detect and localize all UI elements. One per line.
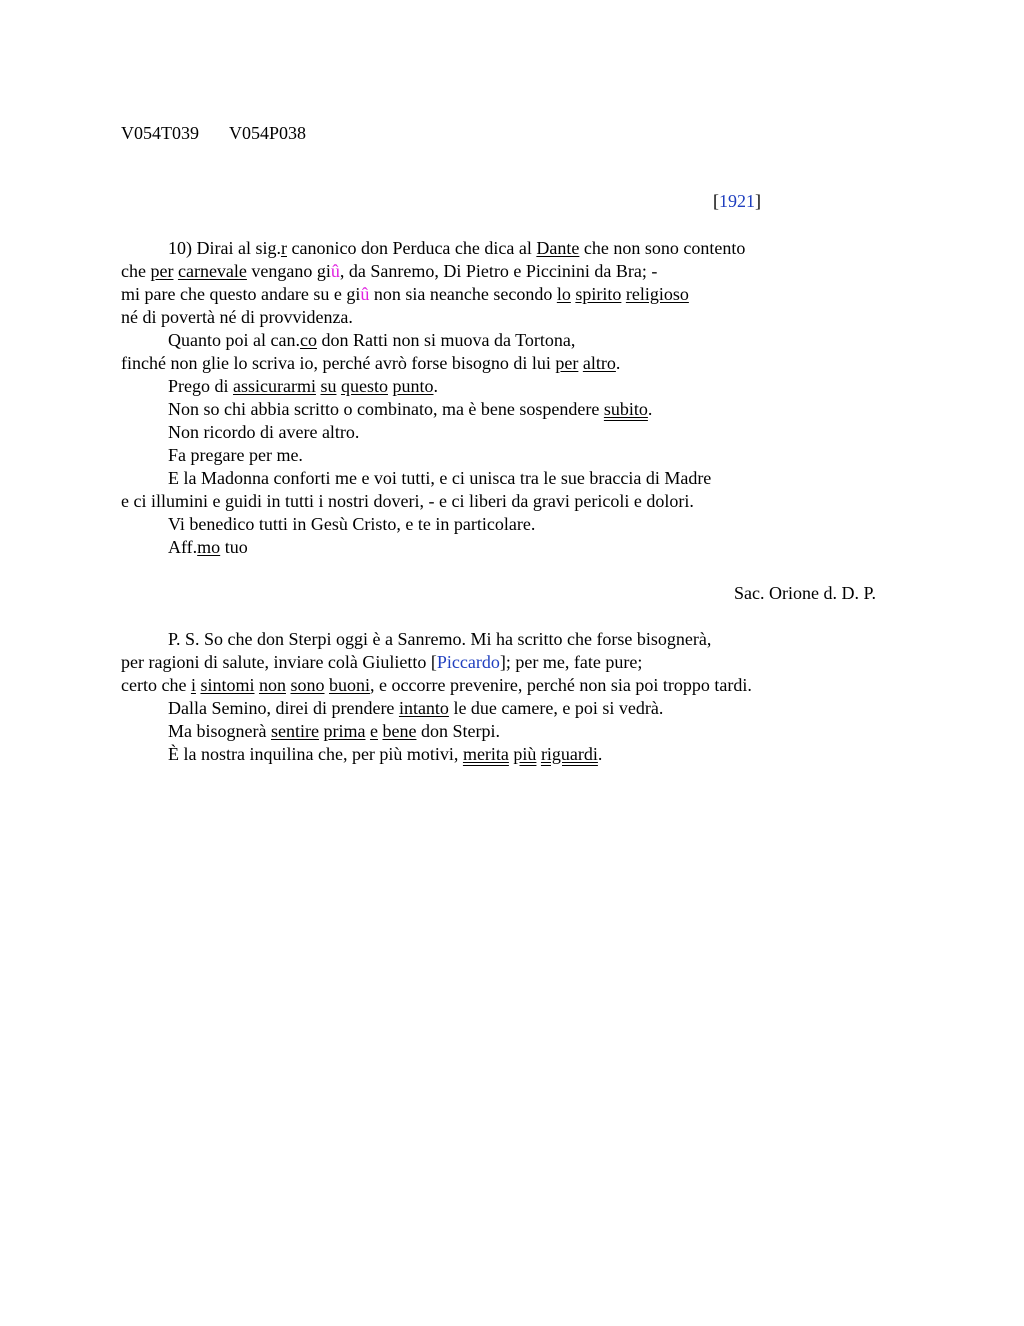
letter-line: mi pare che questo andare su e giû non sia neanche secondo lo spirito religioso xyxy=(121,284,689,304)
letter-body xyxy=(121,237,881,766)
postscript-line: Ma bisognerà sentire prima e bene don Sterpi. xyxy=(168,721,500,741)
letter-line: Non ricordo di avere altro. xyxy=(168,422,360,442)
letter-line: Fa pregare per me. xyxy=(168,445,303,465)
letter-line: Prego di assicurarmi su questo punto. xyxy=(168,376,438,396)
postscript-line: È la nostra inquilina che, per più motivi, merita più riguardi. xyxy=(168,744,603,764)
signature: Sac. Orione d. D. P. xyxy=(734,583,876,603)
letter-year: [1921] xyxy=(713,191,761,211)
volume-code: V054T039 xyxy=(121,123,199,143)
letter-line: E la Madonna conforti me e voi tutti, e ci unisca tra le sue braccia di Madre xyxy=(168,468,712,488)
postscript-line: Dalla Semino, direi di prendere intanto le due camere, e poi si vedrà. xyxy=(168,698,664,718)
postscript-line: P. S. So che don Sterpi oggi è a Sanremo. Mi ha scritto che forse bisognerà, xyxy=(168,629,712,649)
letter-line: Non so chi abbia scritto o combinato, ma è bene sospendere subito. xyxy=(168,399,653,419)
letter-line: 10) Dirai al sig.r canonico don Perduca che dica al Dante che non sono contento xyxy=(168,238,746,258)
letter-line: Vi benedico tutti in Gesù Cristo, e te in particolare. xyxy=(168,514,536,534)
postscript-line: certo che i sintomi non sono buoni, e occorre prevenire, perché non sia poi troppo tardi. xyxy=(121,675,752,695)
letter-line: Aff.mo tuo xyxy=(168,537,248,557)
letter-line: finché non glie lo scriva io, perché avrò forse bisogno di lui per altro. xyxy=(121,353,621,373)
letter-line: Quanto poi al can.co don Ratti non si muova da Tortona, xyxy=(168,330,576,350)
document-header xyxy=(121,122,306,144)
spacer xyxy=(121,559,881,582)
year-value: 1921 xyxy=(719,191,755,211)
page-code: V054P038 xyxy=(229,123,307,143)
letter-line: né di povertà né di provvidenza. xyxy=(121,307,353,327)
letter-line: e ci illumini e guidi in tutti i nostri doveri, - e ci liberi da gravi pericoli e dolori. xyxy=(121,491,694,511)
postscript-line: per ragioni di salute, inviare colà Giulietto [Piccardo]; per me, fate pure; xyxy=(121,652,643,672)
letter-line: che per carnevale vengano giû, da Sanremo, Di Pietro e Piccinini da Bra; - xyxy=(121,261,658,281)
spacer xyxy=(121,605,881,628)
